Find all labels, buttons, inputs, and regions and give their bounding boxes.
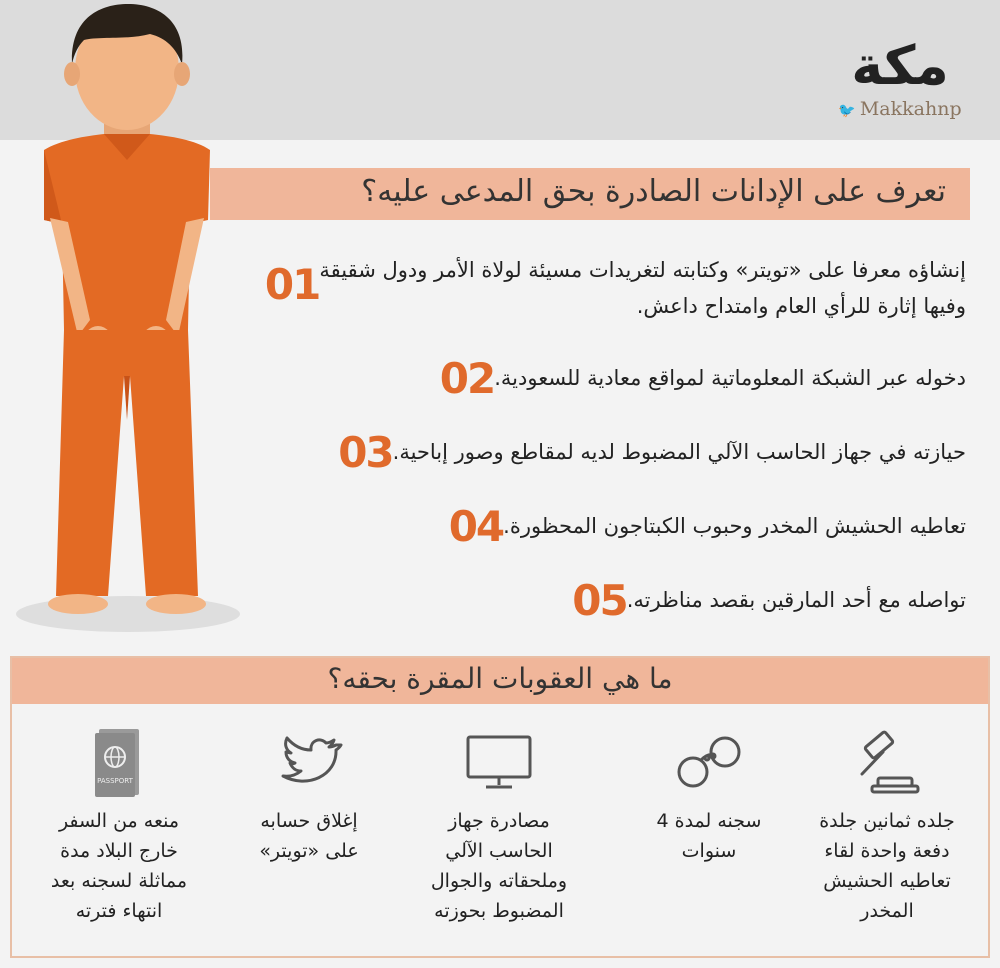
logo-handle <box>830 98 970 122</box>
penalty-text: جلده ثمانين جلدة دفعة واحدة لقاء تعاطيه الحشيش المخدر <box>819 810 955 922</box>
logo-word: مكة <box>851 34 949 97</box>
charge-item <box>339 430 980 476</box>
charges-banner <box>210 168 970 220</box>
charges-title: تعرف على الإدانات الصادرة بحق المدعى عليه؟ <box>361 174 946 209</box>
charge-item <box>449 504 980 550</box>
logo <box>830 36 970 126</box>
passport-icon <box>89 727 149 799</box>
charge-text-line: حيازته في جهاز الحاسب الآلي المضبوط لديه لمقاطع وصور إباحية. <box>392 440 966 464</box>
charge-number: 04 <box>448 502 504 551</box>
charge-item <box>265 252 980 324</box>
charge-text-line: دخوله عبر الشبكة المعلوماتية لمواقع معادية للسعودية. <box>494 366 966 390</box>
charge-number: 03 <box>338 428 393 477</box>
charge-text <box>319 252 966 324</box>
charge-number: 01 <box>264 260 320 309</box>
passport-label: PASSPORT <box>97 777 133 785</box>
penalties-panel <box>10 656 990 958</box>
charge-text <box>494 360 966 396</box>
charge-text-line: إنشاؤه معرفا على «تويتر» وكتابته لتغريدات مسيئة لولاة الأمر ودول شقيقة <box>319 258 966 282</box>
charge-item <box>573 578 980 624</box>
twitter-bird-icon <box>274 733 344 793</box>
penalty-text: مصادرة جهاز الحاسب الآلي وملحقاته والجوال المضبوط بحوزته <box>430 810 568 922</box>
charge-number: 05 <box>572 576 627 625</box>
penalty-item <box>224 728 394 866</box>
penalties-title: ما هي العقوبات المقرة بحقه؟ <box>327 662 673 695</box>
charge-text <box>393 434 966 470</box>
charge-number: 02 <box>439 354 495 403</box>
penalties-banner <box>12 658 988 704</box>
logo-handle-text: Makkahnp <box>859 98 962 120</box>
penalty-item <box>414 728 584 926</box>
penalty-text: إغلاق حسابه على «تويتر» <box>259 810 359 862</box>
charge-item <box>440 356 980 402</box>
charge-text <box>627 582 966 618</box>
twitter-icon: 🐦 <box>838 103 856 119</box>
penalty-text: منعه من السفر خارج البلاد مدة مماثلة لسجنه بعد انتهاء فترته <box>50 810 188 922</box>
penalty-text: سجنه لمدة 4 سنوات <box>656 810 762 862</box>
charge-text-line: تواصله مع أحد المارقين بقصد مناظرته. <box>626 588 966 612</box>
charge-text <box>503 508 966 544</box>
charge-text-line: تعاطيه الحشيش المخدر وحبوب الكبتاجون المحظورة. <box>503 514 966 538</box>
penalty-item <box>624 728 794 866</box>
monitor-icon <box>464 733 534 793</box>
handcuffs-icon <box>669 728 749 798</box>
charge-text-line: وفيها إثارة للرأي العام وامتداح داعش. <box>636 294 966 318</box>
gavel-icon <box>852 730 922 796</box>
penalty-item <box>34 728 204 926</box>
penalty-item <box>802 728 972 926</box>
prisoner-illustration <box>0 0 260 640</box>
